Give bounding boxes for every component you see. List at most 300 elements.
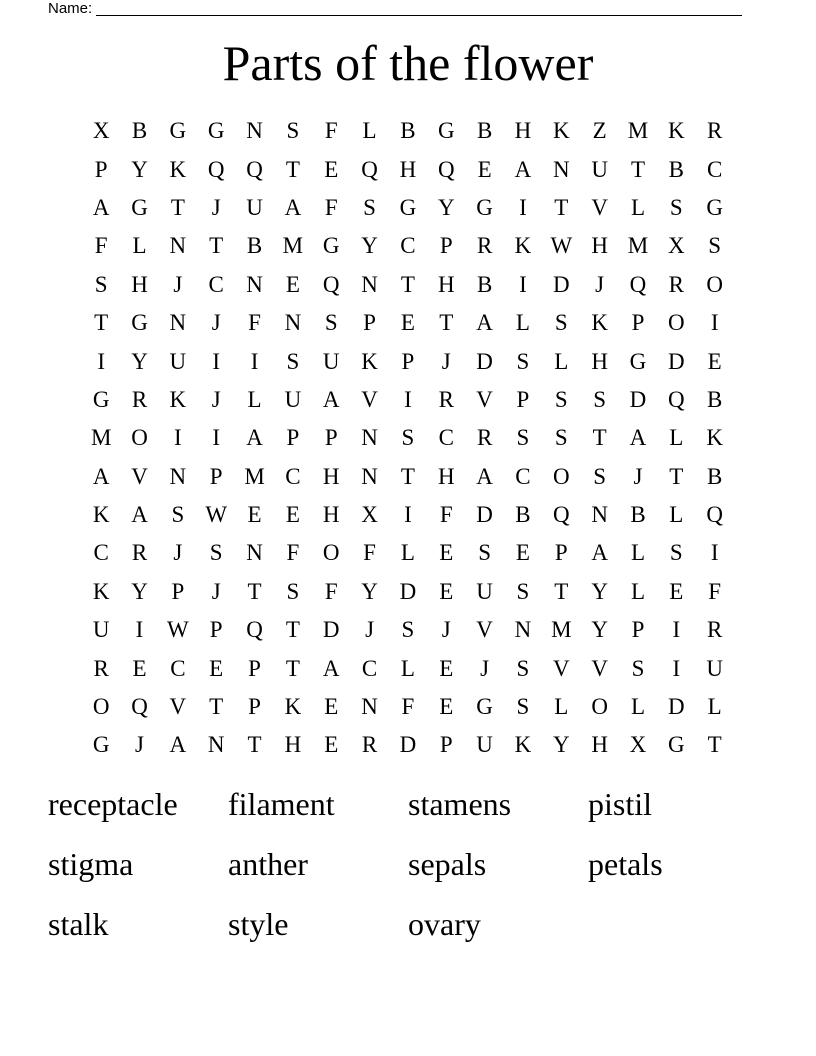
grid-letter: B <box>131 118 148 144</box>
grid-letter: J <box>173 271 183 297</box>
grid-letter: J <box>633 463 643 489</box>
grid-letter: A <box>322 386 340 412</box>
grid-letter: N <box>246 271 263 297</box>
grid-letter: E <box>439 694 454 720</box>
grid-letter: L <box>132 233 147 259</box>
grid-letter: L <box>247 386 262 412</box>
grid-letter: S <box>286 348 300 374</box>
grid-letter: A <box>629 425 647 451</box>
grid-letter: P <box>631 617 645 643</box>
grid-letter: J <box>211 386 221 412</box>
grid-letter: N <box>591 502 608 528</box>
grid-letter: I <box>135 617 144 643</box>
grid-row <box>82 726 734 764</box>
grid-letter: V <box>591 194 608 220</box>
grid-letter: Q <box>322 271 340 297</box>
grid-letter: I <box>174 425 182 451</box>
grid-letter: I <box>672 655 681 681</box>
grid-letter: S <box>209 540 223 566</box>
grid-letter: E <box>439 578 454 604</box>
grid-letter: C <box>208 271 224 297</box>
grid-letter: I <box>519 194 527 220</box>
grid-letter: M <box>282 233 304 259</box>
grid-letter: Q <box>629 271 647 297</box>
word-bank-item: ovary <box>408 906 481 942</box>
grid-letter: C <box>285 463 301 489</box>
grid-letter: V <box>361 386 378 412</box>
grid-letter: S <box>516 694 530 720</box>
grid-letter: C <box>361 655 378 681</box>
grid-letter: W <box>205 502 228 528</box>
name-label: Name: <box>48 0 93 17</box>
grid-letter: T <box>669 463 684 489</box>
grid-letter: E <box>477 156 492 182</box>
word-bank-item: stigma <box>48 846 134 882</box>
grid-letter: O <box>92 694 110 720</box>
grid-letter: R <box>707 118 723 144</box>
grid-letter: S <box>401 617 415 643</box>
name-field <box>48 0 742 18</box>
word-bank-item: style <box>228 906 289 942</box>
grid-letter: D <box>476 348 493 374</box>
grid-letter: T <box>285 617 300 643</box>
grid-row <box>82 611 734 649</box>
grid-letter: H <box>591 732 608 758</box>
grid-letter: G <box>169 118 187 144</box>
grid-letter: K <box>92 578 110 604</box>
grid-letter: D <box>668 694 685 720</box>
grid-letter: N <box>361 463 378 489</box>
grid-letter: I <box>212 425 221 451</box>
grid-row <box>82 496 734 534</box>
grid-letter: S <box>94 271 108 297</box>
grid-letter: J <box>480 655 490 681</box>
grid-letter: A <box>476 463 493 489</box>
grid-letter: K <box>591 310 608 336</box>
grid-letter: T <box>707 732 722 758</box>
grid-letter: E <box>285 502 300 528</box>
grid-letter: H <box>131 271 148 297</box>
grid-letter: P <box>439 233 453 259</box>
grid-letter: P <box>248 694 261 720</box>
grid-letter: G <box>437 118 455 144</box>
grid-letter: D <box>322 617 340 643</box>
grid-letter: P <box>286 425 300 451</box>
grid-letter: D <box>552 271 570 297</box>
grid-letter: L <box>554 348 569 374</box>
grid-letter: G <box>92 732 110 758</box>
grid-letter: K <box>169 156 187 182</box>
grid-letter: U <box>284 386 302 412</box>
grid-letter: S <box>516 425 530 451</box>
grid-letter: T <box>554 578 569 604</box>
grid-letter: S <box>554 425 568 451</box>
grid-row <box>82 112 734 150</box>
grid-letter: F <box>324 578 338 604</box>
grid-letter: X <box>629 732 647 758</box>
grid-letter: Z <box>592 118 607 144</box>
grid-letter: Y <box>552 732 570 758</box>
grid-letter: S <box>516 578 530 604</box>
grid-letter: K <box>706 425 723 451</box>
grid-letter: P <box>516 386 530 412</box>
grid-letter: S <box>669 194 683 220</box>
grid-letter: P <box>631 310 645 336</box>
grid-letter: J <box>365 617 375 643</box>
word-bank-item: receptacle <box>48 786 178 822</box>
grid-letter: B <box>400 118 416 144</box>
grid-letter: S <box>708 233 722 259</box>
grid-letter: R <box>93 655 109 681</box>
grid-letter: K <box>552 118 570 144</box>
grid-letter: Y <box>131 156 148 182</box>
grid-letter: I <box>212 348 221 374</box>
grid-row <box>82 266 734 304</box>
grid-letter: B <box>707 463 723 489</box>
grid-letter: T <box>554 194 569 220</box>
name-underline <box>96 0 742 16</box>
grid-row <box>82 227 734 265</box>
grid-letter: Q <box>207 156 225 182</box>
grid-letter: H <box>514 118 532 144</box>
grid-letter: Y <box>591 578 608 604</box>
grid-letter: E <box>707 348 722 374</box>
word-bank-item: sepals <box>408 846 487 882</box>
grid-letter: M <box>627 233 649 259</box>
grid-letter: J <box>441 617 451 643</box>
grid-letter: J <box>211 578 221 604</box>
grid-letter: N <box>361 271 378 297</box>
grid-letter: T <box>247 578 262 604</box>
grid-letter: F <box>94 233 108 259</box>
grid-letter: L <box>630 194 646 220</box>
grid-letter: Q <box>706 502 723 528</box>
word-bank-item: stamens <box>408 786 512 822</box>
grid-row <box>82 534 734 572</box>
grid-row <box>82 419 734 457</box>
grid-letter: T <box>247 732 262 758</box>
grid-letter: W <box>167 617 189 643</box>
grid-letter: V <box>552 655 570 681</box>
word-bank-item: anther <box>228 846 308 882</box>
grid-letter: U <box>322 348 340 374</box>
grid-letter: H <box>437 463 455 489</box>
word-bank-item: pistil <box>588 786 653 822</box>
grid-letter: A <box>92 463 110 489</box>
grid-letter: G <box>476 694 493 720</box>
grid-letter: H <box>322 463 340 489</box>
grid-letter: U <box>246 194 263 220</box>
grid-letter: H <box>322 502 340 528</box>
grid-letter: B <box>476 271 493 297</box>
grid-letter: H <box>591 233 608 259</box>
grid-letter: C <box>93 540 109 566</box>
grid-letter: Y <box>361 578 378 604</box>
grid-letter: Q <box>437 156 455 182</box>
grid-letter: E <box>324 694 339 720</box>
grid-letter: V <box>476 617 493 643</box>
grid-letter: C <box>400 233 416 259</box>
grid-letter: S <box>516 348 530 374</box>
grid-letter: U <box>591 156 608 182</box>
grid-letter: M <box>551 617 572 643</box>
grid-letter: L <box>400 655 415 681</box>
grid-letter: Y <box>591 617 608 643</box>
grid-letter: R <box>476 425 493 451</box>
grid-letter: F <box>324 118 338 144</box>
grid-row <box>82 649 734 687</box>
grid-letter: N <box>361 694 378 720</box>
grid-letter: F <box>439 502 453 528</box>
grid-letter: Y <box>131 348 148 374</box>
grid-letter: S <box>631 655 645 681</box>
grid-letter: A <box>169 732 187 758</box>
grid-letter: A <box>322 655 340 681</box>
grid-letter: K <box>169 386 187 412</box>
grid-letter: I <box>404 386 412 412</box>
grid-row <box>82 458 734 496</box>
grid-letter: G <box>476 194 493 220</box>
grid-letter: N <box>552 156 570 182</box>
grid-letter: S <box>593 463 607 489</box>
grid-letter: A <box>131 502 148 528</box>
grid-letter: I <box>97 348 105 374</box>
grid-letter: L <box>630 578 646 604</box>
grid-letter: Y <box>437 194 455 220</box>
grid-letter: Q <box>246 156 263 182</box>
grid-letter: A <box>514 156 532 182</box>
grid-letter: H <box>284 732 302 758</box>
grid-letter: F <box>324 194 338 220</box>
grid-letter: N <box>207 732 225 758</box>
grid-letter: E <box>247 502 262 528</box>
grid-letter: P <box>209 617 223 643</box>
grid-letter: N <box>246 118 263 144</box>
grid-letter: N <box>246 540 263 566</box>
grid-letter: L <box>630 694 646 720</box>
grid-letter: I <box>519 271 527 297</box>
grid-letter: R <box>707 617 723 643</box>
grid-letter: J <box>211 310 221 336</box>
grid-letter: B <box>246 233 263 259</box>
grid-letter: E <box>439 655 454 681</box>
grid-letter: S <box>324 310 338 336</box>
grid-letter: B <box>707 386 723 412</box>
grid-row <box>82 573 734 611</box>
grid-letter: P <box>171 578 185 604</box>
grid-letter: S <box>516 655 530 681</box>
grid-letter: Q <box>668 386 685 412</box>
grid-letter: K <box>514 233 532 259</box>
grid-row <box>82 189 734 227</box>
grid-letter: G <box>629 348 647 374</box>
grid-letter: J <box>211 194 221 220</box>
grid-letter: E <box>515 540 530 566</box>
grid-letter: K <box>284 694 302 720</box>
grid-letter: P <box>248 655 261 681</box>
grid-letter: I <box>250 348 259 374</box>
word-bank-item: filament <box>228 786 335 822</box>
grid-letter: Q <box>361 156 378 182</box>
grid-letter: V <box>476 386 493 412</box>
grid-letter: J <box>173 540 183 566</box>
grid-letter: R <box>131 386 148 412</box>
grid-letter: F <box>363 540 376 566</box>
grid-letter: T <box>630 156 646 182</box>
grid-letter: O <box>668 310 685 336</box>
grid-letter: F <box>708 578 722 604</box>
grid-letter: S <box>401 425 415 451</box>
grid-letter: K <box>668 118 685 144</box>
grid-letter: U <box>476 578 493 604</box>
grid-letter: F <box>248 310 261 336</box>
grid-letter: Q <box>552 502 570 528</box>
grid-letter: D <box>668 348 685 374</box>
grid-letter: S <box>171 502 185 528</box>
grid-letter: P <box>324 425 338 451</box>
word-bank-item: stalk <box>48 906 109 942</box>
grid-letter: N <box>361 425 378 451</box>
grid-letter: A <box>476 310 493 336</box>
grid-letter: H <box>399 156 417 182</box>
grid-letter: P <box>363 310 376 336</box>
grid-letter: I <box>710 540 719 566</box>
grid-letter: O <box>131 425 148 451</box>
grid-letter: G <box>207 118 225 144</box>
grid-letter: E <box>324 732 339 758</box>
grid-letter: U <box>92 617 110 643</box>
grid-letter: R <box>476 233 493 259</box>
grid-letter: S <box>478 540 491 566</box>
grid-letter: D <box>476 502 493 528</box>
grid-letter: J <box>441 348 451 374</box>
grid-row <box>82 381 734 419</box>
grid-letter: A <box>591 540 608 566</box>
word-bank <box>48 774 768 954</box>
grid-letter: B <box>630 502 646 528</box>
grid-row <box>82 304 734 342</box>
grid-letter: F <box>286 540 300 566</box>
grid-letter: O <box>591 694 608 720</box>
grid-letter: X <box>92 118 110 144</box>
grid-letter: G <box>131 194 148 220</box>
grid-letter: C <box>707 156 723 182</box>
grid-letter: V <box>591 655 608 681</box>
grid-letter: Q <box>131 694 148 720</box>
grid-letter: T <box>209 694 224 720</box>
grid-letter: P <box>209 463 223 489</box>
grid-letter: G <box>131 310 148 336</box>
grid-letter: N <box>514 617 532 643</box>
grid-row <box>82 342 734 380</box>
grid-letter: L <box>669 425 684 451</box>
grid-letter: R <box>668 271 684 297</box>
word-search-grid <box>82 112 734 765</box>
grid-letter: U <box>706 655 723 681</box>
grid-letter: T <box>170 194 185 220</box>
grid-row <box>82 688 734 726</box>
grid-letter: S <box>286 118 300 144</box>
grid-letter: A <box>284 194 302 220</box>
page-title: Parts of the flower <box>222 35 594 91</box>
grid-row <box>82 150 734 188</box>
grid-letter: E <box>324 156 339 182</box>
grid-letter: E <box>209 655 224 681</box>
grid-letter: O <box>322 540 340 566</box>
grid-letter: C <box>170 655 186 681</box>
grid-letter: S <box>593 386 607 412</box>
grid-letter: N <box>169 310 187 336</box>
grid-letter: M <box>244 463 265 489</box>
grid-letter: G <box>668 732 685 758</box>
grid-letter: D <box>629 386 647 412</box>
grid-letter: K <box>361 348 378 374</box>
grid-letter: O <box>706 271 723 297</box>
grid-letter: V <box>131 463 148 489</box>
grid-letter: Y <box>131 578 148 604</box>
grid-letter: U <box>169 348 187 374</box>
grid-letter: T <box>400 463 415 489</box>
grid-letter: E <box>285 271 300 297</box>
grid-letter: K <box>514 732 532 758</box>
grid-letter: W <box>550 233 573 259</box>
grid-letter: S <box>554 386 568 412</box>
grid-letter: N <box>284 310 302 336</box>
grid-letter: D <box>399 578 417 604</box>
grid-letter: G <box>92 386 110 412</box>
grid-letter: T <box>439 310 454 336</box>
grid-letter: E <box>439 540 454 566</box>
grid-letter: Y <box>361 233 378 259</box>
grid-letter: T <box>285 156 300 182</box>
grid-letter: P <box>439 732 453 758</box>
grid-letter: K <box>92 502 110 528</box>
grid-letter: T <box>400 271 415 297</box>
grid-letter: M <box>627 118 649 144</box>
grid-letter: T <box>94 310 109 336</box>
grid-letter: P <box>554 540 568 566</box>
grid-letter: G <box>399 194 417 220</box>
grid-letter: T <box>209 233 224 259</box>
grid-letter: A <box>246 425 263 451</box>
grid-letter: O <box>552 463 570 489</box>
grid-letter: L <box>400 540 415 566</box>
grid-letter: F <box>401 694 415 720</box>
grid-letter: A <box>92 194 110 220</box>
grid-letter: E <box>132 655 147 681</box>
grid-letter: C <box>438 425 454 451</box>
grid-letter: L <box>362 118 377 144</box>
grid-letter: V <box>169 694 187 720</box>
grid-letter: I <box>672 617 681 643</box>
grid-letter: G <box>706 194 723 220</box>
grid-letter: L <box>554 694 569 720</box>
grid-letter: X <box>668 233 685 259</box>
grid-letter: E <box>400 310 415 336</box>
grid-letter: H <box>437 271 455 297</box>
grid-letter: G <box>322 233 340 259</box>
grid-letter: L <box>515 310 530 336</box>
grid-letter: M <box>90 425 112 451</box>
grid-letter: R <box>361 732 378 758</box>
grid-letter: Q <box>246 617 263 643</box>
grid-letter: T <box>592 425 607 451</box>
grid-letter: R <box>131 540 148 566</box>
grid-letter: B <box>515 502 531 528</box>
grid-letter: B <box>668 156 684 182</box>
grid-letter: L <box>669 502 684 528</box>
grid-letter: I <box>710 310 719 336</box>
